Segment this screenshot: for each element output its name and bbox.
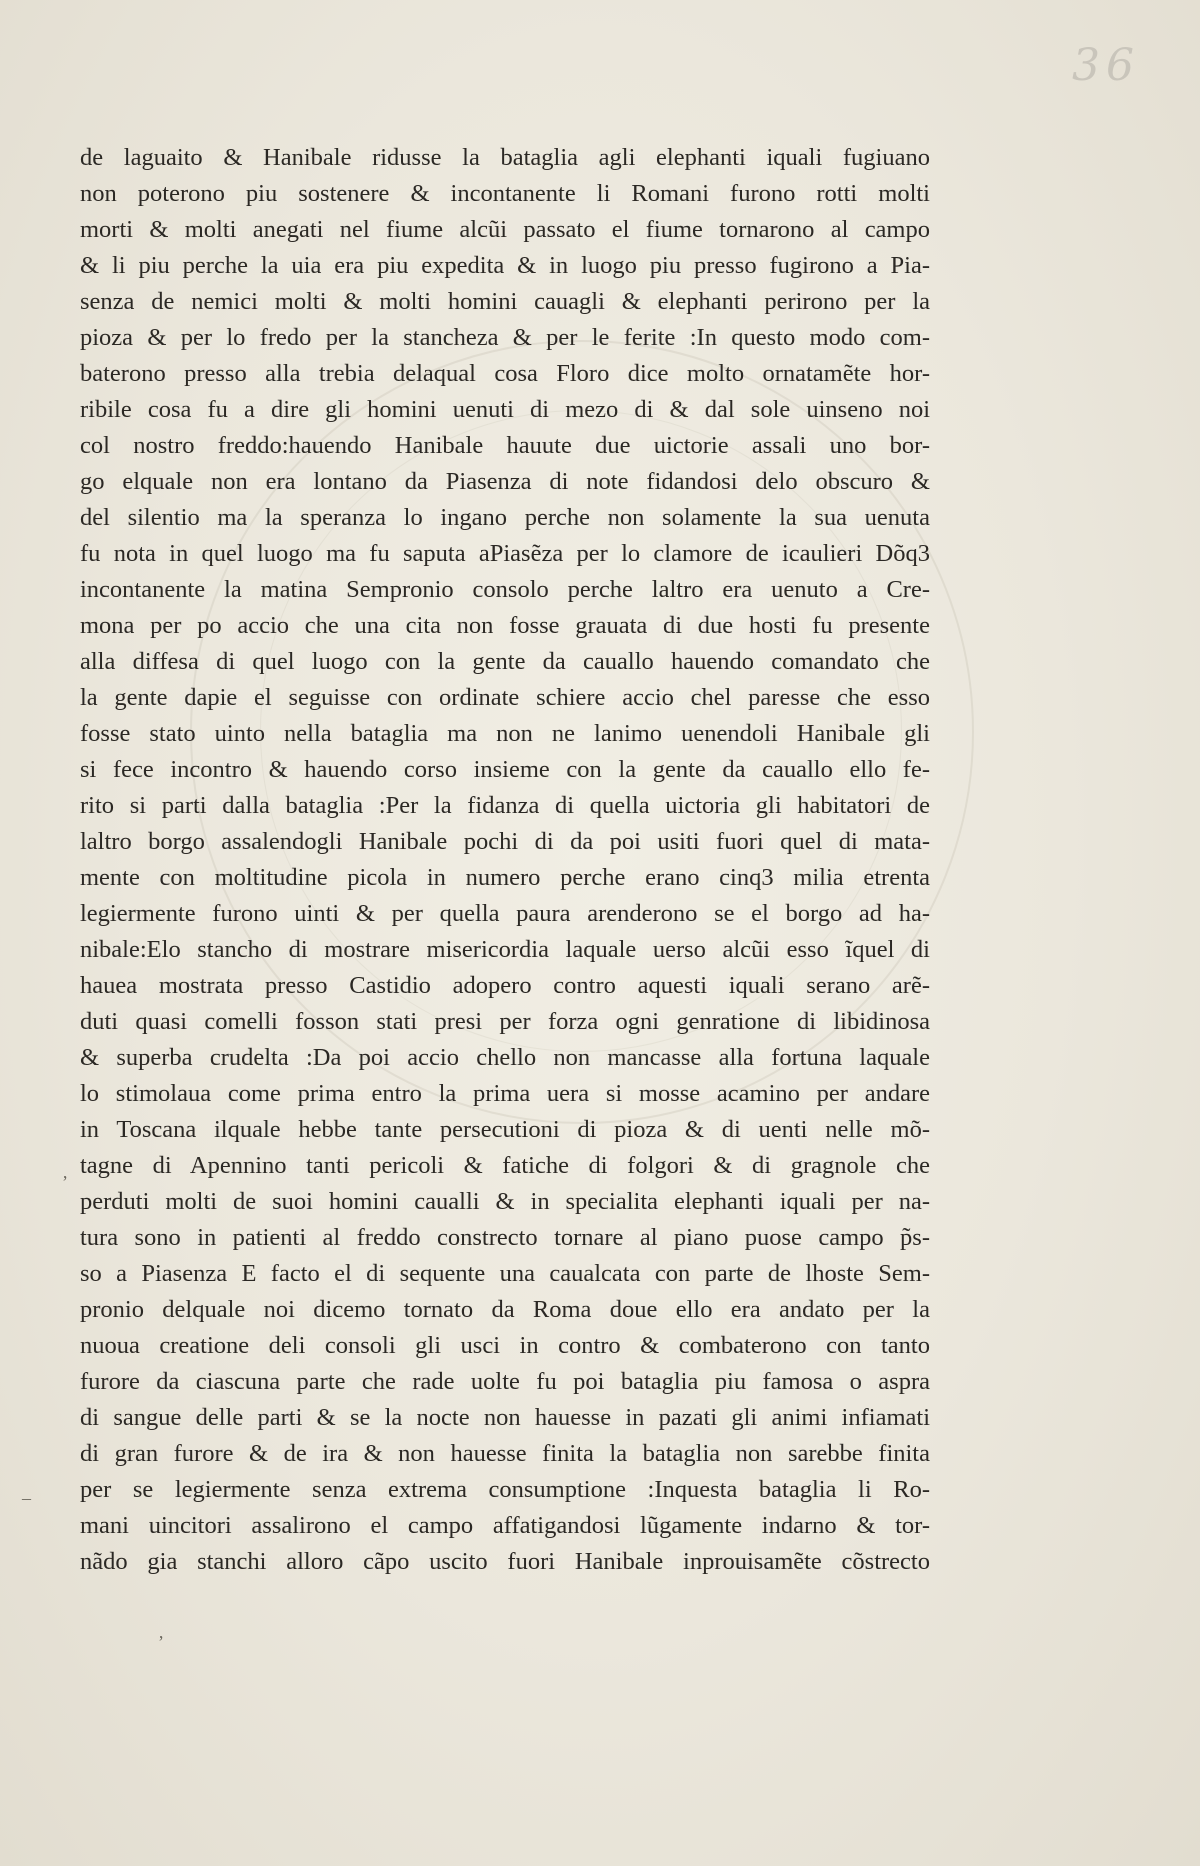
- text-line: so a Piasenza E facto el di sequente una caualcata con parte de lhoste Sem-: [80, 1260, 930, 1287]
- text-line: mani uincitori assalirono el campo affatigandosi lũgamente indarno & tor-: [80, 1512, 930, 1539]
- margin-mark: –: [22, 1488, 31, 1508]
- text-line: alla diffesa di quel luogo con la gente da cauallo hauendo comandato che: [80, 648, 930, 675]
- text-line: tagne di Apennino tanti pericoli & fatiche di folgori & di gragnole che: [80, 1152, 930, 1179]
- margin-mark: ʼ: [158, 1632, 164, 1652]
- text-line: fu nota in quel luogo ma fu saputa aPiasẽza per lo clamore de icaulieri Dõq3: [80, 540, 930, 567]
- text-line: & superba crudelta :Da poi accio chello non mancasse alla fortuna laquale: [80, 1044, 930, 1071]
- text-line: perduti molti de suoi homini caualli & in specialita elephanti iquali per na-: [80, 1188, 930, 1215]
- text-line: col nostro freddo:hauendo Hanibale hauute due uictorie assali uno bor-: [80, 432, 930, 459]
- text-line: pioza & per lo fredo per la stancheza & per le ferite :In questo modo com-: [80, 324, 930, 351]
- text-line: hauea mostrata presso Castidio adopero contro aquesti iquali serano arẽ-: [80, 972, 930, 999]
- text-block: [80, 140, 930, 1580]
- text-line: si fece incontro & hauendo corso insieme con la gente da cauallo ello fe-: [80, 756, 930, 783]
- text-line: pronio delquale noi dicemo tornato da Roma doue ello era andato per la: [80, 1296, 930, 1323]
- text-line: legiermente furono uinti & per quella paura arenderono se el borgo ad ha-: [80, 900, 930, 927]
- text-line: la gente dapie el seguisse con ordinate schiere accio chel paresse che esso: [80, 684, 930, 711]
- text-line: furore da ciascuna parte che rade uolte fu poi bataglia piu famosa o aspra: [80, 1368, 930, 1395]
- text-line: lo stimolaua come prima entro la prima uera si mosse acamino per andare: [80, 1080, 930, 1107]
- text-line: morti & molti anegati nel fiume alcũi passato el fiume tornarono al campo: [80, 216, 930, 243]
- text-line: del silentio ma la speranza lo ingano perche non solamente la sua uenuta: [80, 504, 930, 531]
- text-line: laltro borgo assalendogli Hanibale pochi di da poi usiti fuori quel di mata-: [80, 828, 930, 855]
- text-line: de laguaito & Hanibale ridusse la bataglia agli elephanti iquali fugiuano: [80, 144, 930, 171]
- text-line: tura sono in patienti al freddo constrecto tornare al piano puose campo p̃s-: [80, 1224, 930, 1251]
- text-line: incontanente la matina Sempronio consolo perche laltro era uenuto a Cre-: [80, 576, 930, 603]
- text-line: mente con moltitudine picola in numero perche erano cinq3 milia etrenta: [80, 864, 930, 891]
- text-line: in Toscana ilquale hebbe tante persecutioni di pioza & di uenti nelle mõ-: [80, 1116, 930, 1143]
- text-line: nibale:Elo stancho di mostrare misericordia laquale uerso alcũi esso ĩquel di: [80, 936, 930, 963]
- text-line: non poterono piu sostenere & incontanente li Romani furono rotti molti: [80, 180, 930, 207]
- text-line: nuoua creatione deli consoli gli usci in contro & combaterono con tanto: [80, 1332, 930, 1359]
- folio-number: 36: [1072, 40, 1140, 91]
- text-line: di sangue delle parti & se la nocte non hauesse in pazati gli animi infiamati: [80, 1404, 930, 1431]
- text-line: baterono presso alla trebia delaqual cosa Floro dice molto ornatamẽte hor-: [80, 360, 930, 387]
- text-line: senza de nemici molti & molti homini cauagli & elephanti perirono per la: [80, 288, 930, 315]
- text-line: di gran furore & de ira & non hauesse finita la bataglia non sarebbe finita: [80, 1440, 930, 1467]
- text-line: duti quasi comelli fosson stati presi per forza ogni genratione di libidinosa: [80, 1008, 930, 1035]
- text-line: ribile cosa fu a dire gli homini uenuti di mezo di & dal sole uinseno noi: [80, 396, 930, 423]
- text-line: rito si parti dalla bataglia :Per la fidanza di quella uictoria gli habitatori de: [80, 792, 930, 819]
- margin-mark: ʼ: [62, 1172, 68, 1192]
- text-line: per se legiermente senza extrema consumptione :Inquesta bataglia li Ro-: [80, 1476, 930, 1503]
- text-line: nãdo gia stanchi alloro cãpo uscito fuori Hanibale inprouisamẽte cõstrecto: [80, 1548, 930, 1575]
- text-line: & li piu perche la uia era piu expedita & in luogo piu presso fugirono a Pia-: [80, 252, 930, 279]
- text-line: go elquale non era lontano da Piasenza di note fidandosi delo obscuro &: [80, 468, 930, 495]
- text-line: mona per po accio che una cita non fosse grauata di due hosti fu presente: [80, 612, 930, 639]
- text-line: fosse stato uinto nella bataglia ma non ne lanimo uenendoli Hanibale gli: [80, 720, 930, 747]
